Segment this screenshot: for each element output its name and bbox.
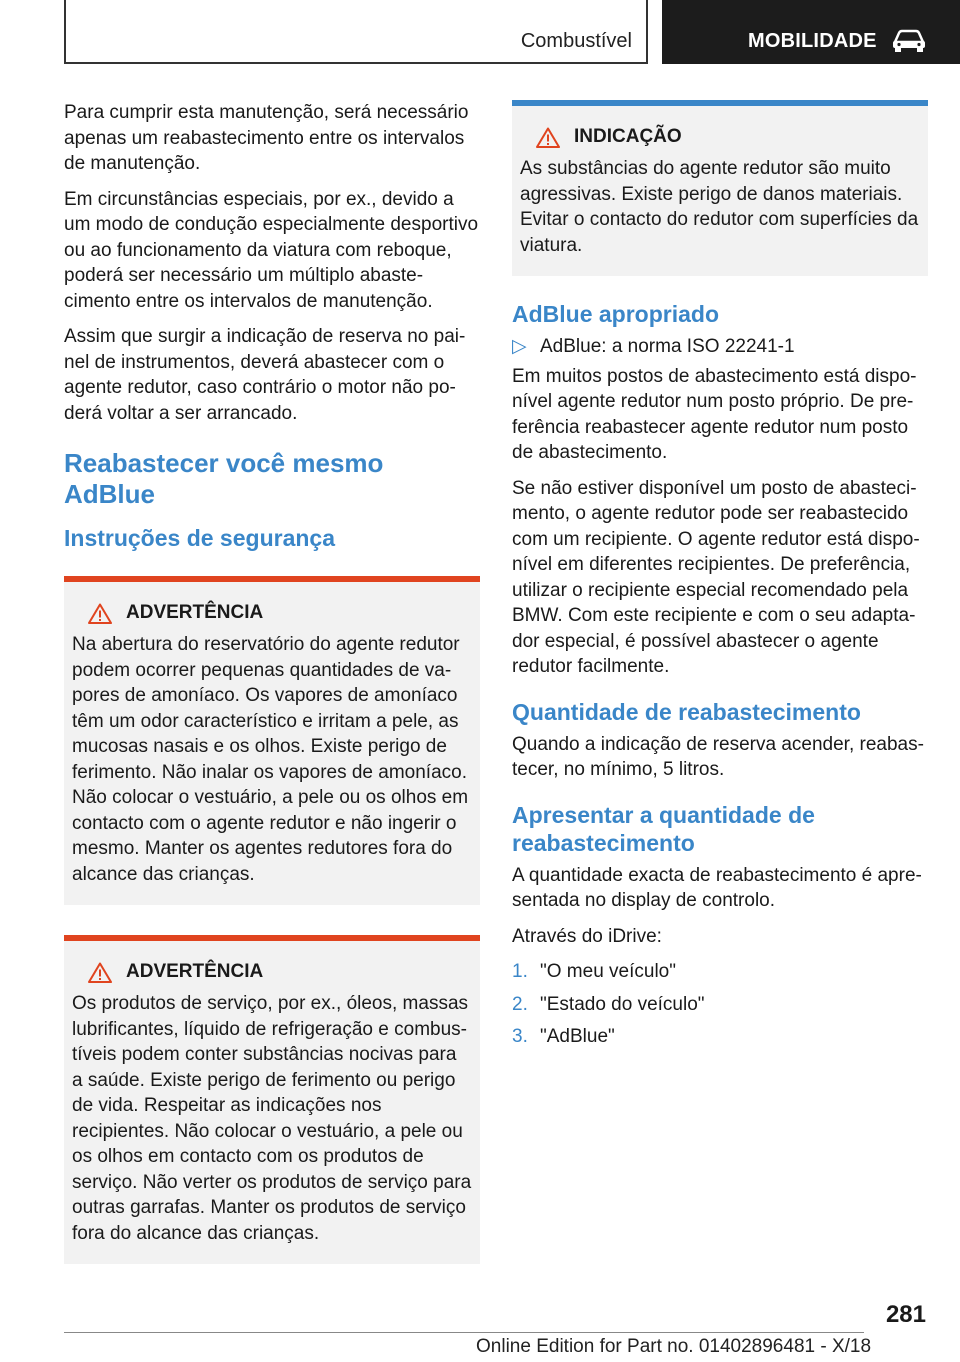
- list-item: [512, 992, 928, 1018]
- paragraph: Se não estiver disponível um posto de abastecimento, o agente redutor pode ser reabastecido com um recipiente. O agente redutor está disponível em diferentes recipientes. De preferência, utilizar o recipiente especial recomendado pela BMW. Com este recipiente e com o seu adaptador especial, é possível abastecer o agente redutor facilmente.: [512, 477, 920, 677]
- warning-title: [88, 961, 472, 983]
- page-number: 281: [885, 1301, 926, 1328]
- warning-triangle-icon: [536, 127, 560, 148]
- note-title-text: INDICAÇÃO: [574, 126, 682, 147]
- warning-box: [64, 576, 480, 905]
- warning-triangle-icon: [88, 962, 112, 983]
- paragraph: Através do iDrive:: [512, 925, 662, 947]
- bullet-arrow-icon: ▷: [512, 336, 527, 357]
- warning-text: Na abertura do reservatório do agente redutor podem ocorrer pequenas quantidades de vapores de amoníaco. Os vapores de amoníaco têm um odor característico e irritam a pele, as mucosas nasais e os olhos. Existe perigo de ferimento. Não inalar os vapores de amoníaco. Não colocar o vestuário, a pele ou os olhos em contacto com o agente redutor e não ingerir o mesmo. Manter os agentes redutores fora do alcance das crianças.: [72, 634, 469, 885]
- step-number: 2.: [512, 993, 528, 1015]
- step-number: 3.: [512, 1026, 528, 1047]
- section-heading: Quantidade de reabastecimento: [512, 698, 861, 725]
- note-box: [512, 100, 928, 276]
- bullet-text: AdBlue: a norma ISO 22241-1: [540, 336, 795, 357]
- step-text: "O meu veículo": [540, 961, 676, 982]
- step-text: "Estado do veículo": [540, 993, 705, 1015]
- left-column: [64, 100, 480, 1264]
- warning-title-text: ADVERTÊNCIA: [126, 961, 264, 982]
- footer-divider: [64, 1332, 864, 1333]
- paragraph: Quando a indicação de reserva acender, reabastecer, no mínimo, 5 litros.: [512, 733, 924, 780]
- paragraph: Em muitos postos de abastecimento está disponível agente redutor num posto próprio. De preferência reabastecer agente redutor num posto de abastecimento.: [512, 365, 917, 463]
- chapter-title: MOBILIDADE: [748, 30, 877, 52]
- note-title: [536, 126, 920, 148]
- main-heading: Reabastecer você mesmo AdBlue: [64, 448, 384, 509]
- header-section-tab: [64, 0, 648, 64]
- section-title: Combustível: [520, 30, 632, 52]
- car-icon: [892, 28, 926, 52]
- right-column: [512, 100, 928, 1057]
- section-heading: AdBlue apropriado: [512, 301, 720, 327]
- list-item: [512, 959, 928, 985]
- paragraph: Assim que surgir a indicação de reserva no painel de instrumentos, deverá abastecer com o agente redutor, caso contrário o motor não poderá voltar a ser arrancado.: [64, 326, 466, 424]
- paragraph: A quantidade exacta de reabastecimento é apresentada no display de controlo.: [512, 864, 922, 911]
- list-item: [512, 1024, 928, 1050]
- paragraph: Em circunstâncias especiais, por ex., devido a um modo de condução especialmente desportivo ou ao funcionamento da viatura com reboque, poderá ser necessário um múltiplo abastecimento entre os intervalos de manutenção.: [64, 188, 479, 312]
- paragraph: Para cumprir esta manutenção, será necessário apenas um reabastecimento entre os intervalos de manutenção.: [64, 102, 469, 174]
- step-text: "AdBlue": [540, 1026, 615, 1047]
- footer-edition: Online Edition for Part no. 01402896481 - X/18: [476, 1336, 872, 1357]
- note-text: As substâncias do agente redutor são muito agressivas. Existe perigo de danos materiais. Evitar o contacto do redutor com superfícies da viatura.: [520, 158, 919, 256]
- warning-box: [64, 935, 480, 1264]
- sub-heading: Instruções de segurança: [64, 525, 335, 551]
- warning-triangle-icon: [88, 603, 112, 624]
- warning-title: [88, 602, 472, 624]
- section-heading: Apresentar a quantidade de reabastecimento: [512, 801, 815, 856]
- warning-title-text: ADVERTÊNCIA: [126, 602, 264, 623]
- header-chapter-tab: [662, 0, 960, 64]
- list-item: [512, 334, 928, 360]
- step-number: 1.: [512, 961, 528, 982]
- warning-text: Os produtos de serviço, por ex., óleos, massas lubrificantes, líquido de refrigeração e combustíveis podem conter substâncias nocivas para a saúde. Existe perigo de ferimento ou perigo de vida. Respeitar as indicações nos recipientes. Não colocar o vestuário, a pele ou os olhos em contacto com os produtos de serviço. Não verter os produtos de serviço para outras garrafas. Manter os produtos de serviço fora do alcance das crianças.: [72, 993, 472, 1244]
